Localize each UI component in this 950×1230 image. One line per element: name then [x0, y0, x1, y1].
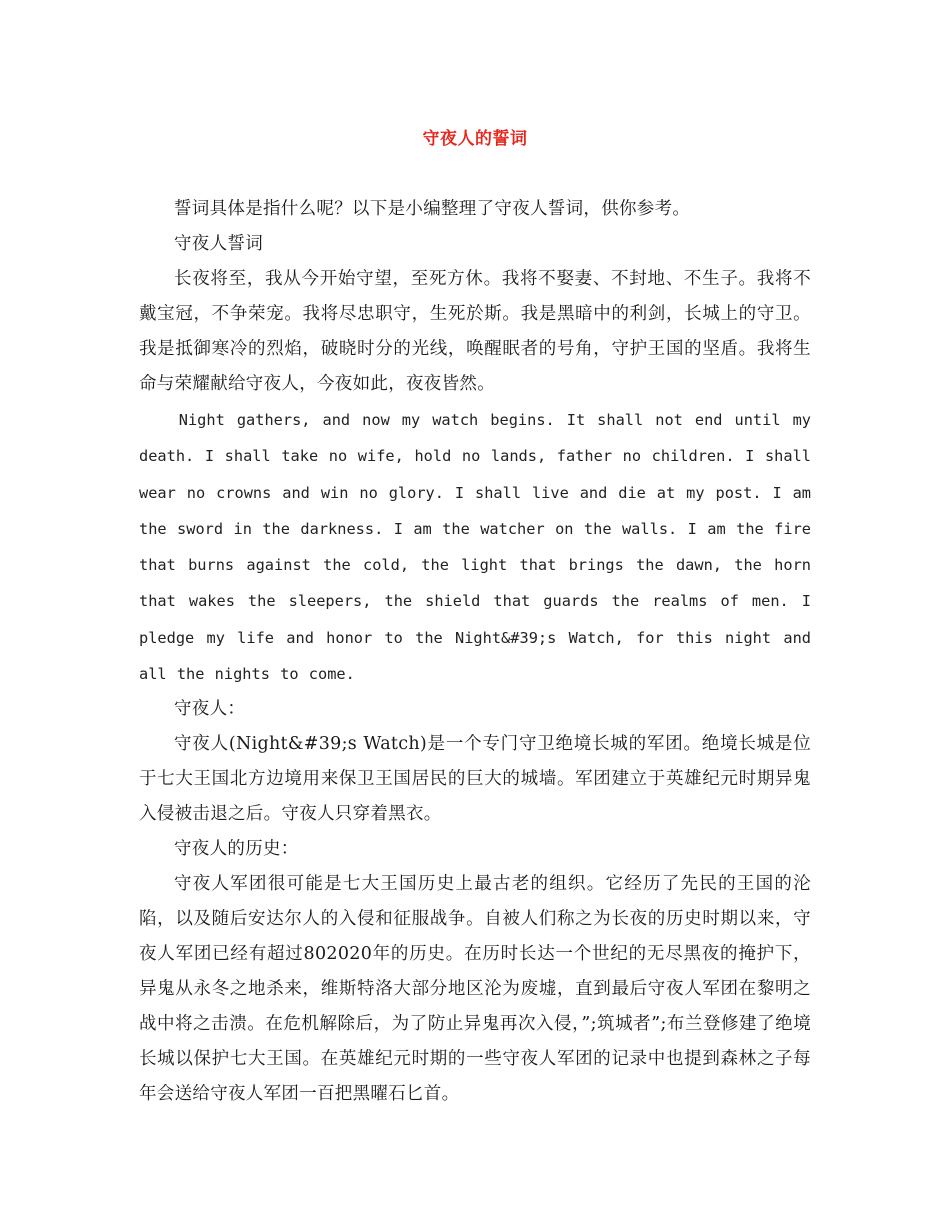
document-title: 守夜人的誓词: [422, 129, 528, 149]
nights-watch-paragraph: 守夜人(Night&#39;s Watch)是一个专门守卫绝境长城的军团。绝境长城是位于七大王国北方边境用来保卫王国居民的巨大的城墙。军团建立于英雄纪元时期异鬼入侵被击退之后。守夜人只穿着黑衣。: [139, 734, 811, 825]
oath-heading: 守夜人誓词: [174, 234, 263, 254]
oath-chinese-paragraph: 长夜将至，我从今开始守望，至死方休。我将不娶妻、不封地、不生子。我将不戴宝冠，不争荣宠。我将尽忠职守，生死於斯。我是黑暗中的利剑，长城上的守卫。我是抵御寒冷的烈焰，破晓时分的光线，唤醒眠者的号角，守护王国的坚盾。我将生命与荣耀献给守夜人，今夜如此，夜夜皆然。: [139, 269, 811, 394]
oath-english-paragraph: Night gathers, and now my watch begins. It shall not end until my death. I shall take no wife, hold no lands, father no children. I shall wear no crowns and win no glory. I shall live and die at my post. I am the sword in the darkness. I am the watcher on the walls. I am the fire that burns against the cold, the light that brings the dawn, the horn that wakes the sleepers, the shield that guards the realms of men. I pledge my life and honor to the Night&#39;s Watch, for this night and all the nights to come.: [139, 411, 811, 684]
history-paragraph: 守夜人军团很可能是七大王国历史上最古老的组织。它经历了先民的王国的沦陷，以及随后安达尔人的入侵和征服战争。自被人们称之为长夜的历史时期以来，守夜人军团已经有超过802020年的历史。在历时长达一个世纪的无尽黑夜的掩护下，异鬼从永冬之地杀来，维斯特洛大部分地区沦为废墟，直到最后守夜人军团在黎明之战中将之击溃。在危机解除后，为了防止异鬼再次入侵，”;筑城者”;布兰登修建了绝境长城以保护七大王国。在英雄纪元时期的一些守夜人军团的记录中也提到森林之子每年会送给守夜人军团一百把黑曜石匕首。: [139, 874, 811, 1105]
history-heading: 守夜人的历史：: [174, 839, 299, 860]
nights-watch-heading: 守夜人：: [174, 699, 246, 720]
intro-paragraph: 誓词具体是指什么呢？以下是小编整理了守夜人誓词，供你参考。: [174, 199, 691, 219]
document-body: [139, 192, 811, 1112]
